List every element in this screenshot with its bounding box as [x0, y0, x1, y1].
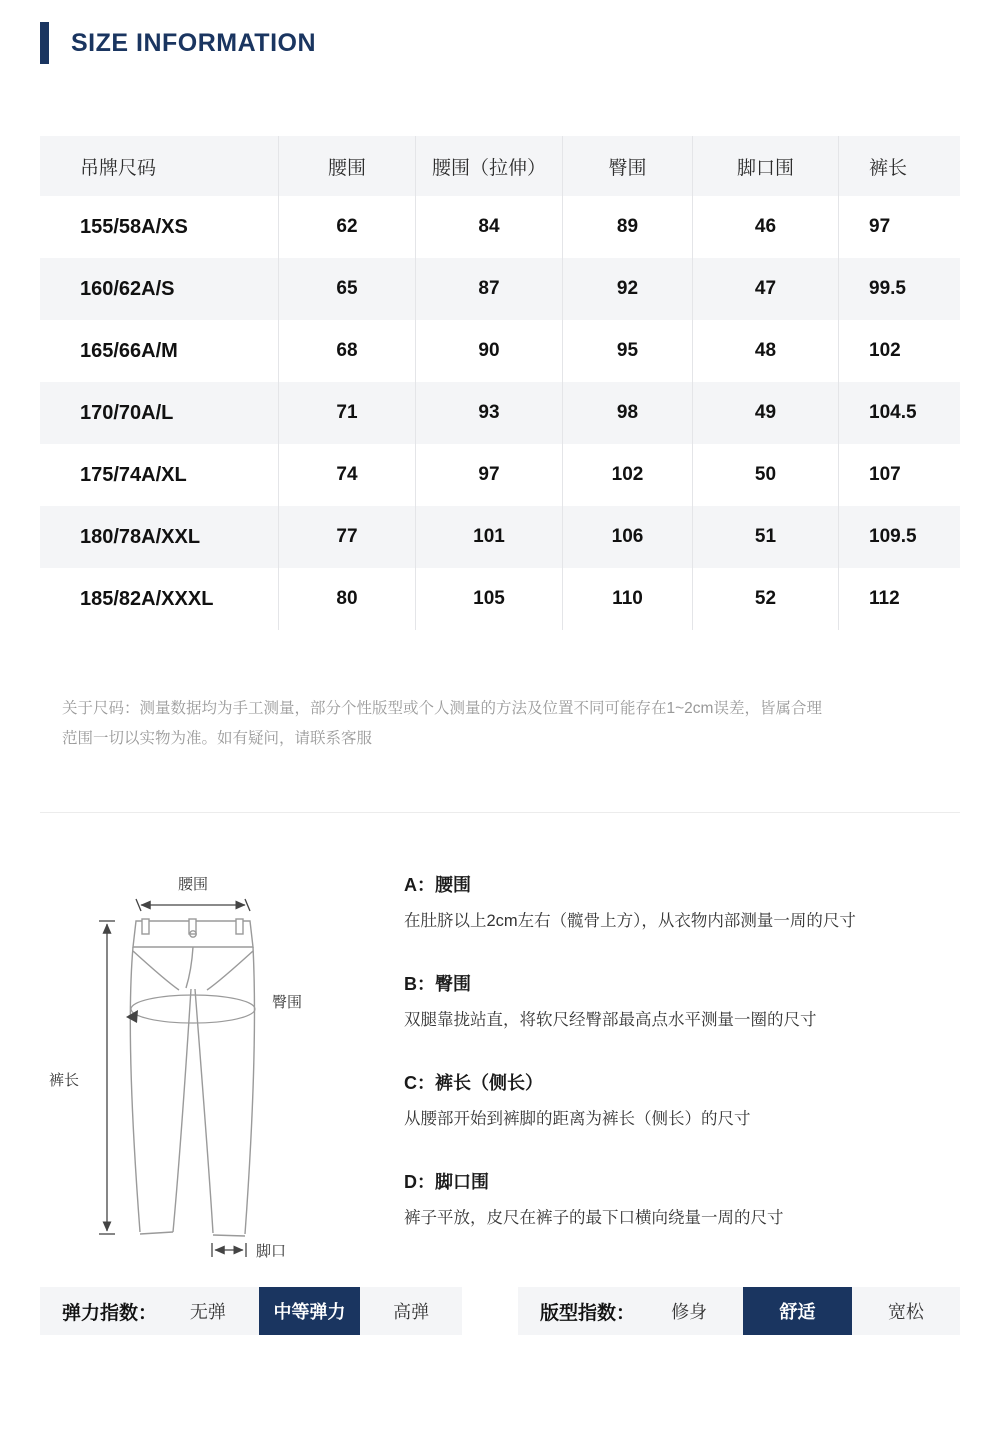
size-table-row — [40, 444, 960, 506]
guide-item-title: B：臀围 — [404, 974, 471, 994]
size-value: 68 — [278, 320, 415, 382]
size-value: 49 — [692, 382, 838, 444]
size-value: 93 — [415, 382, 562, 444]
fit-label: 版型指数： — [540, 1302, 636, 1324]
size-label: 155/58A/XS — [80, 215, 188, 238]
waist-measure-arrow — [136, 899, 250, 911]
size-label: 185/82A/XXXL — [80, 587, 214, 610]
elasticity-option: 中等弹力 — [259, 1287, 361, 1335]
size-value: 80 — [278, 568, 415, 630]
guide-item-title: A：腰围 — [404, 875, 471, 895]
measure-guide-item — [404, 970, 960, 1033]
size-value: 84 — [415, 196, 562, 258]
size-value: 105 — [415, 568, 562, 630]
size-value: 106 — [562, 506, 692, 568]
header-accent-bar — [40, 22, 49, 64]
size-table-row — [40, 506, 960, 568]
guide-item-desc: 在肚脐以上2cm左右（髋骨上方），从衣物内部测量一周的尺寸 — [404, 912, 856, 930]
size-value: 112 — [838, 568, 960, 630]
fit-option: 宽松 — [887, 1302, 924, 1322]
fit-bar — [518, 1287, 960, 1335]
size-value: 77 — [278, 506, 415, 568]
fit-options — [635, 1287, 960, 1335]
size-value: 90 — [415, 320, 562, 382]
size-value: 107 — [838, 444, 960, 506]
size-table-row — [40, 382, 960, 444]
pants-diagram — [40, 867, 370, 1267]
size-label: 180/78A/XXL — [80, 525, 201, 548]
fit-option: 舒适 — [743, 1287, 851, 1335]
pants-outline — [130, 919, 254, 1236]
size-table-row — [40, 258, 960, 320]
length-label: 裤长 — [48, 1072, 80, 1089]
guide-item-title: D：脚口围 — [404, 1172, 489, 1192]
size-value: 101 — [415, 506, 562, 568]
measure-guide-list — [370, 867, 960, 1267]
size-value: 48 — [692, 320, 838, 382]
size-value: 74 — [278, 444, 415, 506]
size-value: 47 — [692, 258, 838, 320]
pants-line-drawing — [40, 867, 350, 1267]
size-value: 71 — [278, 382, 415, 444]
size-note-line-2: 范围一切以实物为准。如有疑问，请联系客服 — [62, 730, 373, 747]
size-value: 46 — [692, 196, 838, 258]
size-value: 109.5 — [838, 506, 960, 568]
length-measure-arrow — [99, 921, 115, 1234]
guide-item-desc: 裤子平放，皮尺在裤子的最下口横向绕量一周的尺寸 — [404, 1209, 784, 1227]
size-value: 102 — [838, 320, 960, 382]
size-label: 160/62A/S — [80, 277, 175, 300]
size-value: 95 — [562, 320, 692, 382]
size-table-row — [40, 196, 960, 258]
col-header-size: 吊牌尺码 — [80, 157, 157, 179]
measure-guide-item — [404, 1168, 960, 1231]
guide-item-desc: 双腿靠拢站直，将软尺经臀部最高点水平测量一圈的尺寸 — [404, 1011, 817, 1029]
guide-item-title: C：裤长（侧长） — [404, 1073, 543, 1093]
size-value: 104.5 — [838, 382, 960, 444]
measure-guide-item — [404, 871, 960, 934]
size-label: 175/74A/XL — [80, 463, 187, 486]
size-table-row — [40, 320, 960, 382]
fit-option: 修身 — [671, 1302, 708, 1322]
hem-label: 脚口 — [256, 1243, 287, 1260]
size-value: 89 — [562, 196, 692, 258]
hem-measure-arrow — [212, 1243, 246, 1257]
size-note — [62, 694, 940, 754]
size-value: 102 — [562, 444, 692, 506]
size-value: 87 — [415, 258, 562, 320]
waist-label: 腰围 — [177, 876, 209, 893]
size-value: 50 — [692, 444, 838, 506]
elasticity-option: 高弹 — [393, 1302, 430, 1322]
size-table-row — [40, 568, 960, 630]
hip-label: 臀围 — [272, 994, 303, 1011]
size-table-header-row — [40, 136, 960, 196]
size-value: 65 — [278, 258, 415, 320]
elasticity-option: 无弹 — [189, 1302, 226, 1322]
measure-guide-section — [0, 867, 1000, 1267]
size-value: 51 — [692, 506, 838, 568]
size-table — [40, 136, 960, 630]
measure-guide-item — [404, 1069, 960, 1132]
size-note-line-1: 关于尺码：测量数据均为手工测量，部分个性版型或个人测量的方法及位置不同可能存在1~2cm误差，皆属合理 — [62, 700, 822, 717]
size-label: 170/70A/L — [80, 401, 174, 424]
size-value: 97 — [838, 196, 960, 258]
col-header-waist: 腰围 — [278, 136, 415, 196]
size-value: 98 — [562, 382, 692, 444]
size-value: 52 — [692, 568, 838, 630]
size-value: 99.5 — [838, 258, 960, 320]
size-value: 92 — [562, 258, 692, 320]
section-header — [40, 22, 960, 64]
size-value: 110 — [562, 568, 692, 630]
elasticity-options — [157, 1287, 462, 1335]
col-header-hip: 臀围 — [562, 136, 692, 196]
elasticity-bar — [40, 1287, 462, 1335]
col-header-leg-opening: 脚口围 — [692, 136, 838, 196]
col-header-length: 裤长 — [838, 136, 960, 196]
guide-item-desc: 从腰部开始到裤脚的距离为裤长（侧长）的尺寸 — [404, 1110, 751, 1128]
section-divider — [40, 812, 960, 813]
page-title: SIZE INFORMATION — [71, 28, 317, 57]
size-value: 97 — [415, 444, 562, 506]
elasticity-label: 弹力指数： — [62, 1302, 158, 1324]
size-table-body — [40, 196, 960, 630]
size-label: 165/66A/M — [80, 339, 178, 362]
size-value: 62 — [278, 196, 415, 258]
col-header-waist-stretch: 腰围（拉伸） — [415, 136, 562, 196]
index-bars — [0, 1287, 1000, 1335]
